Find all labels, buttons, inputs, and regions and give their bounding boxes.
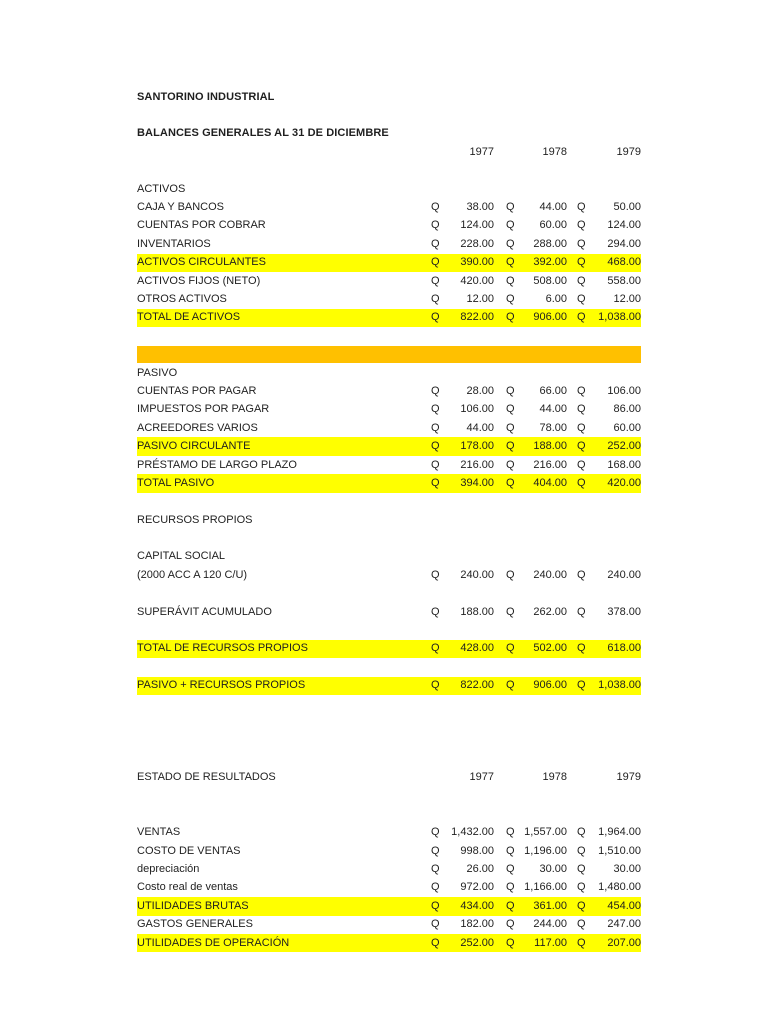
currency-symbol: Q: [506, 936, 515, 949]
row-label: CUENTAS POR COBRAR: [137, 219, 266, 232]
row-value: 390.00: [460, 256, 494, 269]
row-value: 26.00: [466, 863, 494, 876]
currency-symbol: Q: [506, 679, 515, 692]
currency-symbol: Q: [431, 219, 440, 232]
currency-symbol: Q: [431, 881, 440, 894]
currency-symbol: Q: [431, 899, 440, 912]
currency-symbol: Q: [431, 918, 440, 931]
row-label: PASIVO: [137, 366, 178, 379]
row-value: 124.00: [460, 219, 494, 232]
table-row: [137, 456, 641, 474]
row-value: 420.00: [460, 274, 494, 287]
row-value: 262.00: [533, 605, 567, 618]
row-label: ACTIVOS CIRCULANTES: [137, 256, 266, 269]
section-header-row: [137, 511, 641, 529]
row-value: 502.00: [533, 642, 567, 655]
row-label: UTILIDADES BRUTAS: [137, 899, 249, 912]
row-value: 434.00: [460, 899, 494, 912]
row-value: 216.00: [460, 458, 494, 471]
total-row: [137, 897, 641, 915]
currency-symbol: Q: [506, 844, 515, 857]
document-title-row: [137, 125, 641, 143]
row-value: 30.00: [539, 863, 567, 876]
row-value: 998.00: [460, 844, 494, 857]
year-label: 1978: [542, 145, 567, 158]
spacer-row: [137, 493, 641, 511]
row-value: 66.00: [539, 384, 567, 397]
currency-symbol: Q: [506, 403, 515, 416]
total-row: [137, 640, 641, 658]
table-row: [137, 272, 641, 290]
currency-symbol: Q: [577, 384, 586, 397]
currency-symbol: Q: [577, 256, 586, 269]
row-value: 1,196.00: [524, 844, 567, 857]
currency-symbol: Q: [431, 256, 440, 269]
row-value: 1,038.00: [598, 679, 641, 692]
year-label: 1979: [616, 771, 641, 784]
row-value: 1,964.00: [598, 826, 641, 839]
row-value: 618.00: [607, 642, 641, 655]
row-value: 240.00: [533, 568, 567, 581]
spacer-row: [137, 529, 641, 547]
table-row: [137, 916, 641, 934]
row-value: 86.00: [613, 403, 641, 416]
currency-symbol: Q: [577, 936, 586, 949]
currency-symbol: Q: [577, 844, 586, 857]
row-value: 228.00: [460, 237, 494, 250]
table-row: [137, 824, 641, 842]
currency-symbol: Q: [431, 642, 440, 655]
currency-symbol: Q: [431, 476, 440, 489]
currency-symbol: Q: [577, 881, 586, 894]
row-value: 1,166.00: [524, 881, 567, 894]
total-row: [137, 254, 641, 272]
year-label: 1977: [469, 771, 494, 784]
section-header-row: [137, 768, 641, 786]
row-label: (2000 ACC A 120 C/U): [137, 568, 248, 581]
currency-symbol: Q: [577, 642, 586, 655]
row-label: CAPITAL SOCIAL: [137, 550, 226, 563]
table-row: [137, 419, 641, 437]
row-value: 288.00: [533, 237, 567, 250]
row-value: 822.00: [460, 311, 494, 324]
row-value: 972.00: [460, 881, 494, 894]
row-value: 294.00: [607, 237, 641, 250]
row-value: 44.00: [539, 403, 567, 416]
currency-symbol: Q: [431, 679, 440, 692]
year-header-row: [137, 143, 641, 161]
row-label: TOTAL PASIVO: [137, 476, 215, 489]
row-value: 420.00: [607, 476, 641, 489]
currency-symbol: Q: [506, 881, 515, 894]
row-value: 12.00: [466, 292, 494, 305]
row-value: 216.00: [533, 458, 567, 471]
currency-symbol: Q: [506, 568, 515, 581]
currency-symbol: Q: [577, 458, 586, 471]
row-value: 44.00: [539, 201, 567, 214]
row-value: 392.00: [533, 256, 567, 269]
currency-symbol: Q: [431, 274, 440, 287]
row-value: 188.00: [533, 440, 567, 453]
spacer-row: [137, 162, 641, 180]
currency-symbol: Q: [577, 237, 586, 250]
spacer-row: [137, 750, 641, 768]
row-label: PRÉSTAMO DE LARGO PLAZO: [137, 458, 297, 471]
spacer-row: [137, 805, 641, 823]
spacer-row: [137, 732, 641, 750]
currency-symbol: Q: [577, 403, 586, 416]
total-row: [137, 474, 641, 492]
currency-symbol: Q: [431, 311, 440, 324]
spacer-row: [137, 621, 641, 639]
table-row: [137, 235, 641, 253]
table-row: [137, 401, 641, 419]
spacer-row: [137, 713, 641, 731]
row-value: 44.00: [466, 421, 494, 434]
row-value: 508.00: [533, 274, 567, 287]
spacer-row: [137, 658, 641, 676]
currency-symbol: Q: [577, 440, 586, 453]
row-value: 822.00: [460, 679, 494, 692]
table-row: [137, 198, 641, 216]
row-value: 60.00: [539, 219, 567, 232]
row-value: 12.00: [613, 292, 641, 305]
currency-symbol: Q: [506, 201, 515, 214]
currency-symbol: Q: [506, 421, 515, 434]
row-value: 906.00: [533, 679, 567, 692]
table-row: [137, 603, 641, 621]
currency-symbol: Q: [431, 292, 440, 305]
row-label: ACTIVOS: [137, 182, 186, 195]
row-label: GASTOS GENERALES: [137, 918, 253, 931]
row-value: 558.00: [607, 274, 641, 287]
currency-symbol: Q: [506, 274, 515, 287]
currency-symbol: Q: [577, 568, 586, 581]
row-value: 6.00: [545, 292, 567, 305]
currency-symbol: Q: [506, 458, 515, 471]
row-label: CUENTAS POR PAGAR: [137, 384, 257, 397]
table-row: [137, 566, 641, 584]
total-row: [137, 309, 641, 327]
currency-symbol: Q: [577, 605, 586, 618]
currency-symbol: Q: [506, 256, 515, 269]
section-divider-row: [137, 345, 641, 363]
total-row: [137, 677, 641, 695]
total-row: [137, 934, 641, 952]
currency-symbol: Q: [431, 440, 440, 453]
row-value: 428.00: [460, 642, 494, 655]
row-label: UTILIDADES DE OPERACIÓN: [137, 936, 290, 949]
row-label: depreciación: [137, 863, 200, 876]
row-value: 1,510.00: [598, 844, 641, 857]
row-value: 906.00: [533, 311, 567, 324]
row-value: 252.00: [607, 440, 641, 453]
spacer-row: [137, 327, 641, 345]
row-value: 50.00: [613, 201, 641, 214]
row-value: 178.00: [460, 440, 494, 453]
currency-symbol: Q: [577, 476, 586, 489]
currency-symbol: Q: [577, 201, 586, 214]
currency-symbol: Q: [431, 844, 440, 857]
row-value: 252.00: [460, 936, 494, 949]
row-value: 1,038.00: [598, 311, 641, 324]
row-value: 78.00: [539, 421, 567, 434]
currency-symbol: Q: [506, 384, 515, 397]
currency-symbol: Q: [431, 403, 440, 416]
currency-symbol: Q: [431, 936, 440, 949]
currency-symbol: Q: [577, 421, 586, 434]
currency-symbol: Q: [506, 826, 515, 839]
section-title: ESTADO DE RESULTADOS: [137, 771, 276, 784]
spacer-row: [137, 787, 641, 805]
currency-symbol: Q: [506, 440, 515, 453]
row-label: OTROS ACTIVOS: [137, 292, 227, 305]
section-header-row: [137, 364, 641, 382]
row-label: PASIVO CIRCULANTE: [137, 440, 251, 453]
document-title: BALANCES GENERALES AL 31 DE DICIEMBRE: [137, 127, 389, 140]
total-row: [137, 437, 641, 455]
row-value: 106.00: [460, 403, 494, 416]
currency-symbol: Q: [506, 476, 515, 489]
row-value: 38.00: [466, 201, 494, 214]
currency-symbol: Q: [506, 605, 515, 618]
spacer-row: [137, 695, 641, 713]
currency-symbol: Q: [506, 918, 515, 931]
spacer-row: [137, 106, 641, 124]
row-value: 182.00: [460, 918, 494, 931]
row-value: 124.00: [607, 219, 641, 232]
row-value: 378.00: [607, 605, 641, 618]
row-label: ACTIVOS FIJOS (NETO): [137, 274, 261, 287]
currency-symbol: Q: [506, 311, 515, 324]
currency-symbol: Q: [577, 311, 586, 324]
currency-symbol: Q: [577, 292, 586, 305]
currency-symbol: Q: [577, 274, 586, 287]
row-value: 30.00: [613, 863, 641, 876]
currency-symbol: Q: [431, 826, 440, 839]
table-row: [137, 382, 641, 400]
document-title: SANTORINO INDUSTRIAL: [137, 90, 275, 103]
row-label: ACREEDORES VARIOS: [137, 421, 258, 434]
row-value: 117.00: [534, 936, 567, 949]
table-row: [137, 842, 641, 860]
row-label: RECURSOS PROPIOS: [137, 513, 253, 526]
year-label: 1978: [542, 771, 567, 784]
currency-symbol: Q: [577, 863, 586, 876]
currency-symbol: Q: [577, 679, 586, 692]
row-label: INVENTARIOS: [137, 237, 211, 250]
row-value: 1,432.00: [451, 826, 494, 839]
currency-symbol: Q: [506, 237, 515, 250]
table-row: [137, 860, 641, 878]
row-label: IMPUESTOS POR PAGAR: [137, 403, 270, 416]
row-value: 404.00: [533, 476, 567, 489]
row-label: CAJA Y BANCOS: [137, 201, 225, 214]
row-label: Costo real de ventas: [137, 881, 238, 894]
row-value: 240.00: [607, 568, 641, 581]
table-row: [137, 879, 641, 897]
currency-symbol: Q: [577, 918, 586, 931]
row-value: 394.00: [460, 476, 494, 489]
row-label: TOTAL DE RECURSOS PROPIOS: [137, 642, 308, 655]
row-value: 188.00: [460, 605, 494, 618]
currency-symbol: Q: [506, 642, 515, 655]
row-value: 207.00: [607, 936, 641, 949]
currency-symbol: Q: [577, 899, 586, 912]
document-title-row: [137, 88, 641, 106]
orange-divider-bar: [137, 346, 641, 363]
section-header-row: [137, 180, 641, 198]
row-value: 244.00: [533, 918, 567, 931]
label-row: [137, 548, 641, 566]
currency-symbol: Q: [431, 421, 440, 434]
spacer-row: [137, 585, 641, 603]
row-label: PASIVO + RECURSOS PROPIOS: [137, 679, 306, 692]
row-value: 60.00: [613, 421, 641, 434]
table-row: [137, 290, 641, 308]
currency-symbol: Q: [577, 219, 586, 232]
row-value: 361.00: [533, 899, 567, 912]
currency-symbol: Q: [431, 458, 440, 471]
row-value: 28.00: [466, 384, 494, 397]
currency-symbol: Q: [506, 899, 515, 912]
year-label: 1979: [616, 145, 641, 158]
year-label: 1977: [469, 145, 494, 158]
row-value: 240.00: [460, 568, 494, 581]
row-value: 168.00: [607, 458, 641, 471]
table-row: [137, 217, 641, 235]
currency-symbol: Q: [431, 201, 440, 214]
row-value: 1,480.00: [598, 881, 641, 894]
currency-symbol: Q: [431, 237, 440, 250]
currency-symbol: Q: [506, 863, 515, 876]
row-label: SUPERÁVIT ACUMULADO: [137, 605, 272, 618]
row-value: 247.00: [607, 918, 641, 931]
currency-symbol: Q: [431, 568, 440, 581]
row-value: 1,557.00: [524, 826, 567, 839]
currency-symbol: Q: [506, 219, 515, 232]
currency-symbol: Q: [431, 605, 440, 618]
currency-symbol: Q: [577, 826, 586, 839]
row-label: VENTAS: [137, 826, 181, 839]
currency-symbol: Q: [431, 863, 440, 876]
row-value: 454.00: [607, 899, 641, 912]
row-label: COSTO DE VENTAS: [137, 844, 241, 857]
statement-rows: [137, 88, 641, 952]
currency-symbol: Q: [506, 292, 515, 305]
row-value: 468.00: [607, 256, 641, 269]
currency-symbol: Q: [431, 384, 440, 397]
row-label: TOTAL DE ACTIVOS: [137, 311, 241, 324]
row-value: 106.00: [607, 384, 641, 397]
